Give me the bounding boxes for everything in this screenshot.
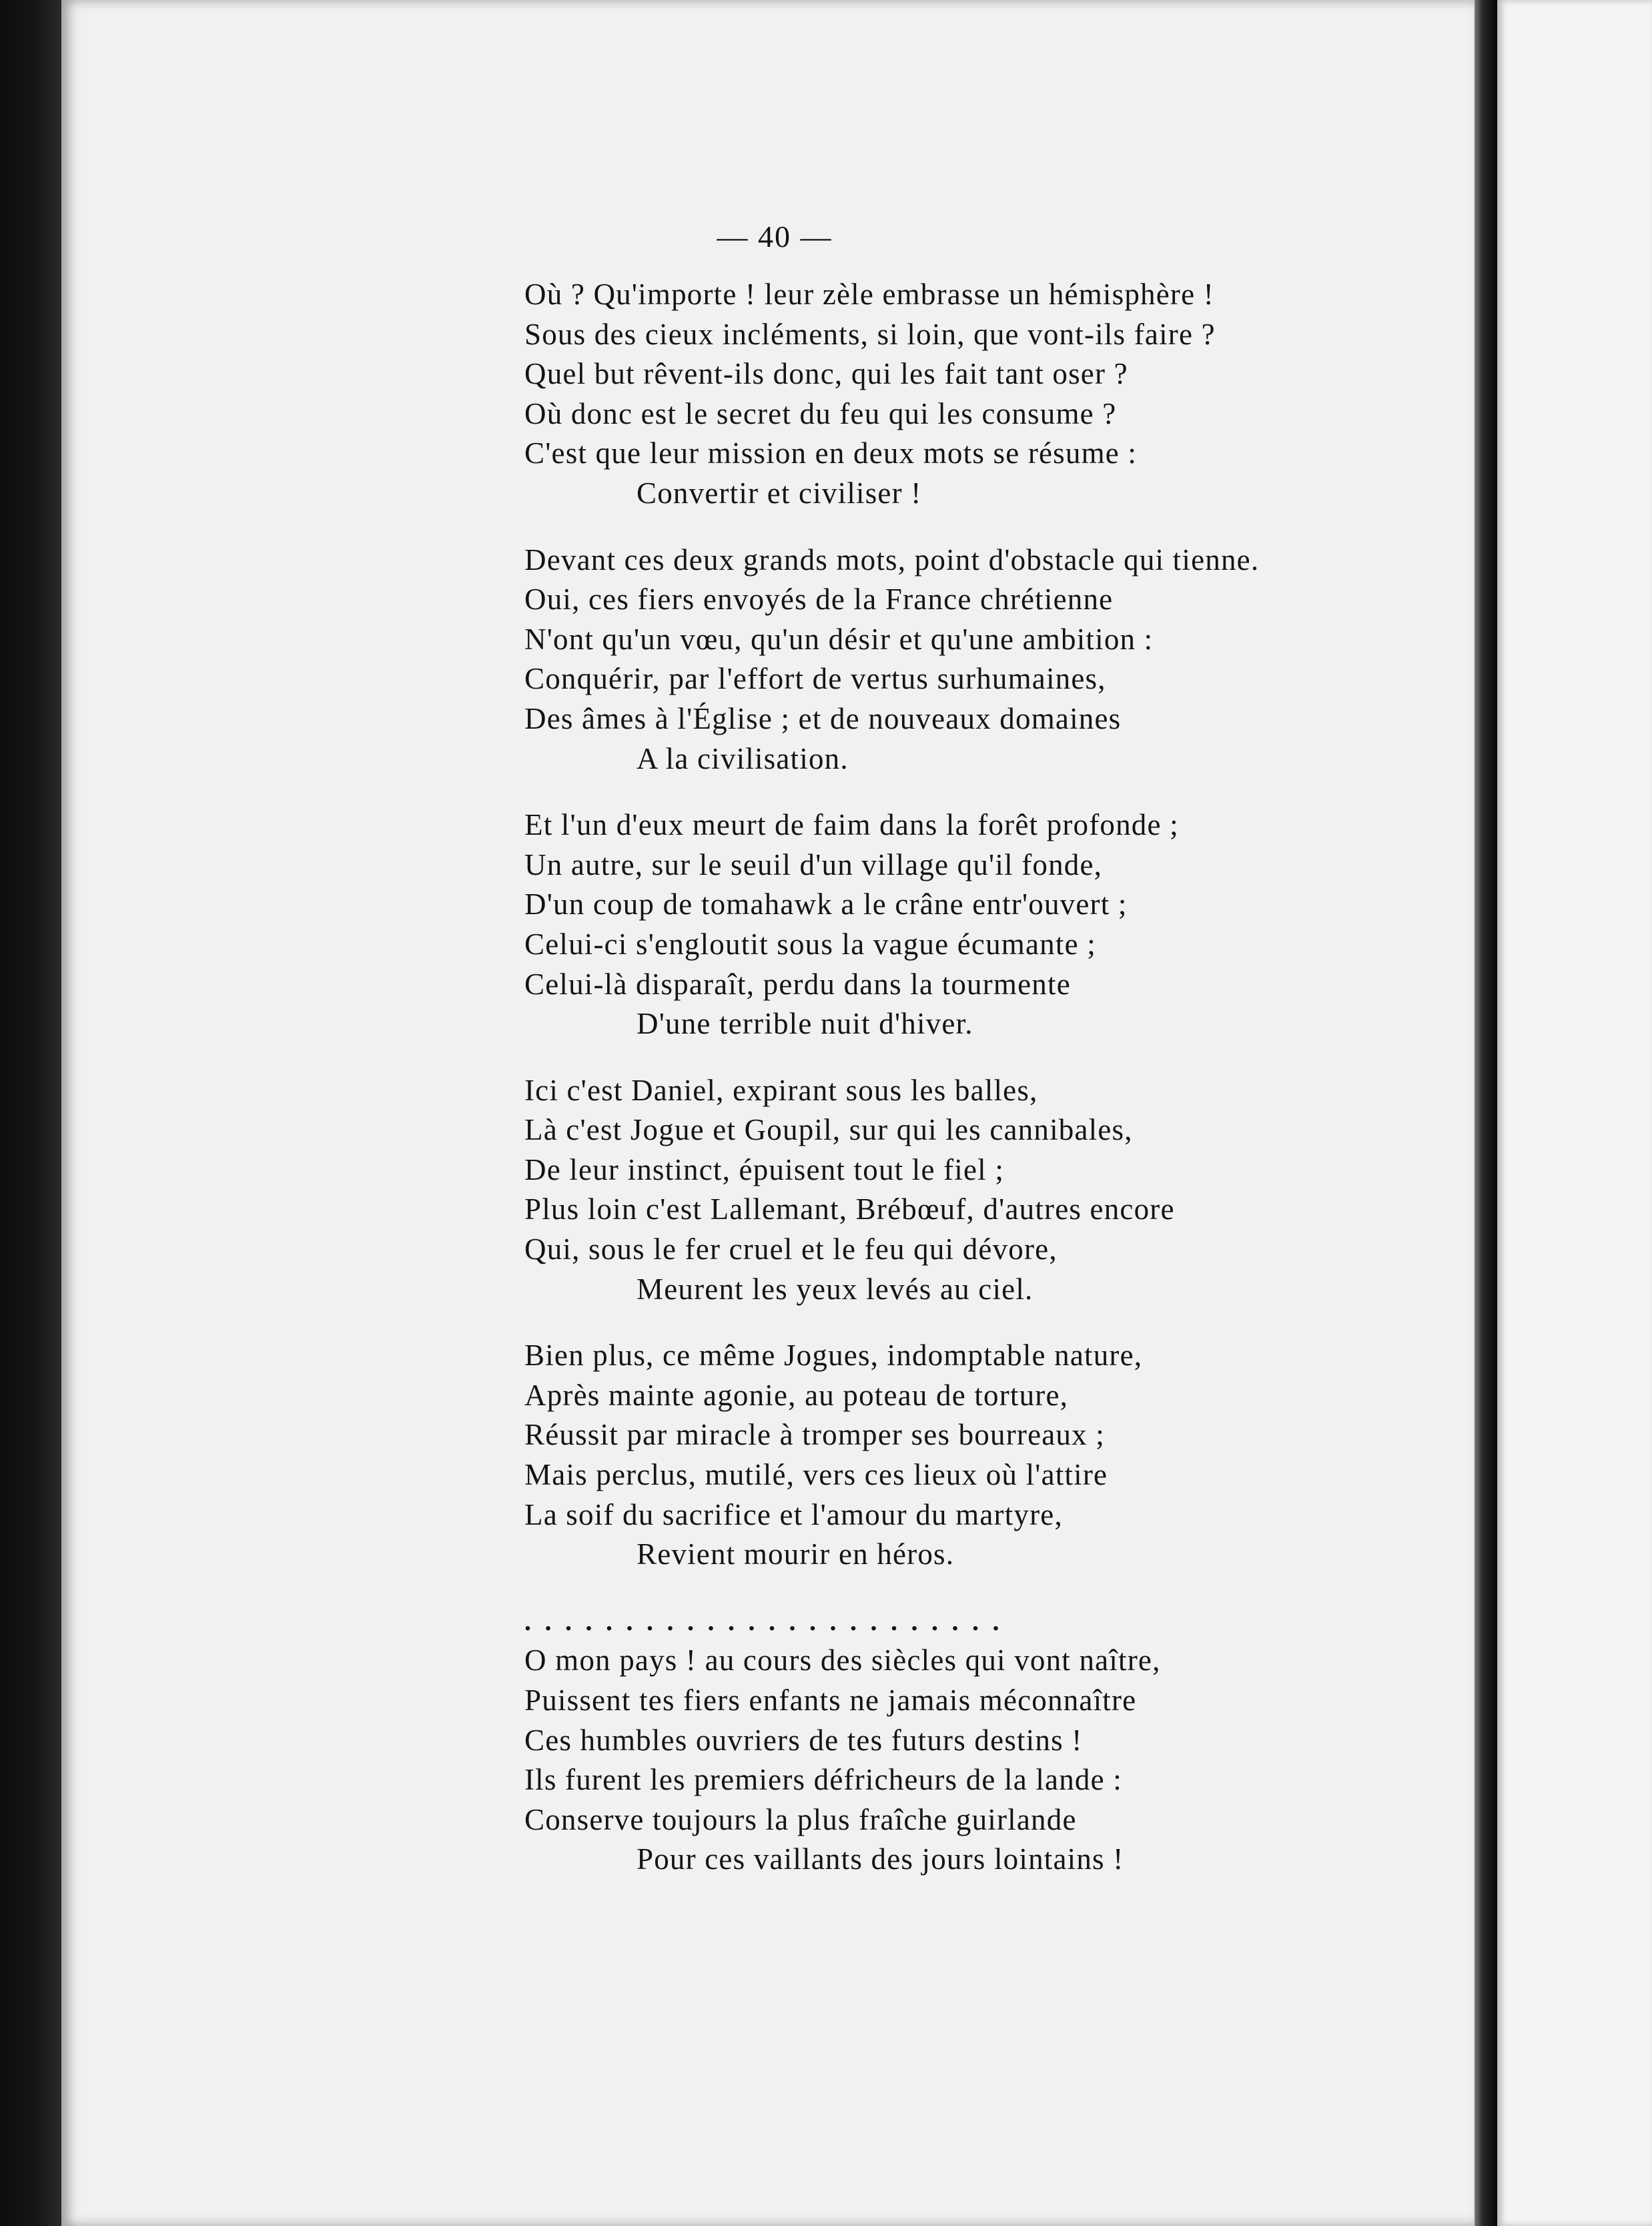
verse-line: Conserve toujours la plus fraîche guirlande xyxy=(524,1802,1077,1836)
verse-line: Un autre, sur le seuil d'un village qu'il fonde, xyxy=(524,847,1103,881)
verse-line: Où ? Qu'importe ! leur zèle embrasse un hémisphère ! xyxy=(524,278,1214,311)
stanza-5 xyxy=(524,1336,1499,1575)
verse-line: D'un coup de tomahawk a le crâne entr'ouvert ; xyxy=(524,887,1128,921)
verse-line: Plus loin c'est Lallemant, Brébœuf, d'autres encore xyxy=(524,1192,1175,1226)
verse-line: Quel but rêvent-ils donc, qui les fait tant oser ? xyxy=(524,357,1128,391)
verse-line: Devant ces deux grands mots, point d'obstacle qui tienne. xyxy=(524,542,1260,577)
verse-line: Oui, ces fiers envoyés de la France chrétienne xyxy=(524,583,1114,617)
verse-line: Conquérir, par l'effort de vertus surhumaines, xyxy=(524,662,1106,696)
stanza-gap xyxy=(524,1575,1499,1601)
verse-line: Après mainte agonie, au poteau de torture, xyxy=(524,1378,1069,1412)
page-edge-shadow xyxy=(1475,0,1497,2226)
dotted-separator: ........................ xyxy=(524,1605,1013,1636)
verse-line: Mais perclus, mutilé, vers ces lieux où l'attire xyxy=(524,1458,1108,1492)
page-number xyxy=(61,219,1475,254)
refrain-line: Revient mourir en héros. xyxy=(637,1537,955,1571)
stanza-4 xyxy=(524,1071,1499,1310)
verse-line: Réussit par miracle à tromper ses bourreaux ; xyxy=(524,1418,1105,1452)
refrain-line: Convertir et civiliser ! xyxy=(637,476,922,510)
refrain-line: Meurent les yeux levés au ciel. xyxy=(637,1272,1034,1306)
refrain-line: Pour ces vaillants des jours lointains ! xyxy=(637,1842,1124,1876)
verse-line: La soif du sacrifice et l'amour du martyre, xyxy=(524,1497,1063,1531)
book-page xyxy=(61,0,1475,2226)
verse-line: Ces humbles ouvriers de tes futurs destins ! xyxy=(524,1723,1083,1757)
verse-line: Ici c'est Daniel, expirant sous les balles, xyxy=(524,1073,1038,1107)
page-number-text: — 40 — xyxy=(717,220,833,254)
stanza-gap xyxy=(524,514,1499,540)
stanza-1 xyxy=(524,275,1499,514)
refrain-line: D'une terrible nuit d'hiver. xyxy=(637,1007,973,1041)
verse-line: Sous des cieux incléments, si loin, que vont-ils faire ? xyxy=(524,317,1216,351)
verse-line: Ils furent les premiers défricheurs de la lande : xyxy=(524,1763,1122,1797)
poem xyxy=(524,275,1499,1880)
verse-line: Qui, sous le fer cruel et le feu qui dévore, xyxy=(524,1232,1058,1266)
stanza-2 xyxy=(524,540,1499,779)
final-stanza xyxy=(524,1641,1499,1880)
verse-line: Puissent tes fiers enfants ne jamais méconnaître xyxy=(524,1684,1137,1717)
verse-line: C'est que leur mission en deux mots se résume : xyxy=(524,436,1138,470)
verse-line: Là c'est Jogue et Goupil, sur qui les cannibales, xyxy=(524,1113,1133,1147)
verse-line: Et l'un d'eux meurt de faim dans la forêt profonde ; xyxy=(524,808,1179,842)
verse-line: De leur instinct, épuisent tout le fiel ; xyxy=(524,1152,1005,1186)
stanza-gap xyxy=(524,1044,1499,1071)
verse-line: Celui-ci s'engloutit sous la vague écumante ; xyxy=(524,927,1096,961)
verse-line: Bien plus, ce même Jogues, indomptable nature, xyxy=(524,1339,1143,1373)
verse-line: Où donc est le secret du feu qui les consume ? xyxy=(524,396,1117,430)
facing-page-edge xyxy=(1497,0,1652,2226)
verse-line: N'ont qu'un vœu, qu'un désir et qu'une ambition : xyxy=(524,622,1154,656)
stanza-gap xyxy=(524,1309,1499,1336)
scan-left-margin xyxy=(0,0,61,2226)
verse-line: Des âmes à l'Église ; et de nouveaux domaines xyxy=(524,701,1122,735)
verse-line: O mon pays ! au cours des siècles qui vont naître, xyxy=(524,1643,1161,1678)
stanza-3 xyxy=(524,805,1499,1044)
stanza-gap xyxy=(524,779,1499,805)
refrain-line: A la civilisation. xyxy=(637,741,849,775)
verse-line: Celui-là disparaît, perdu dans la tourmente xyxy=(524,967,1071,1001)
